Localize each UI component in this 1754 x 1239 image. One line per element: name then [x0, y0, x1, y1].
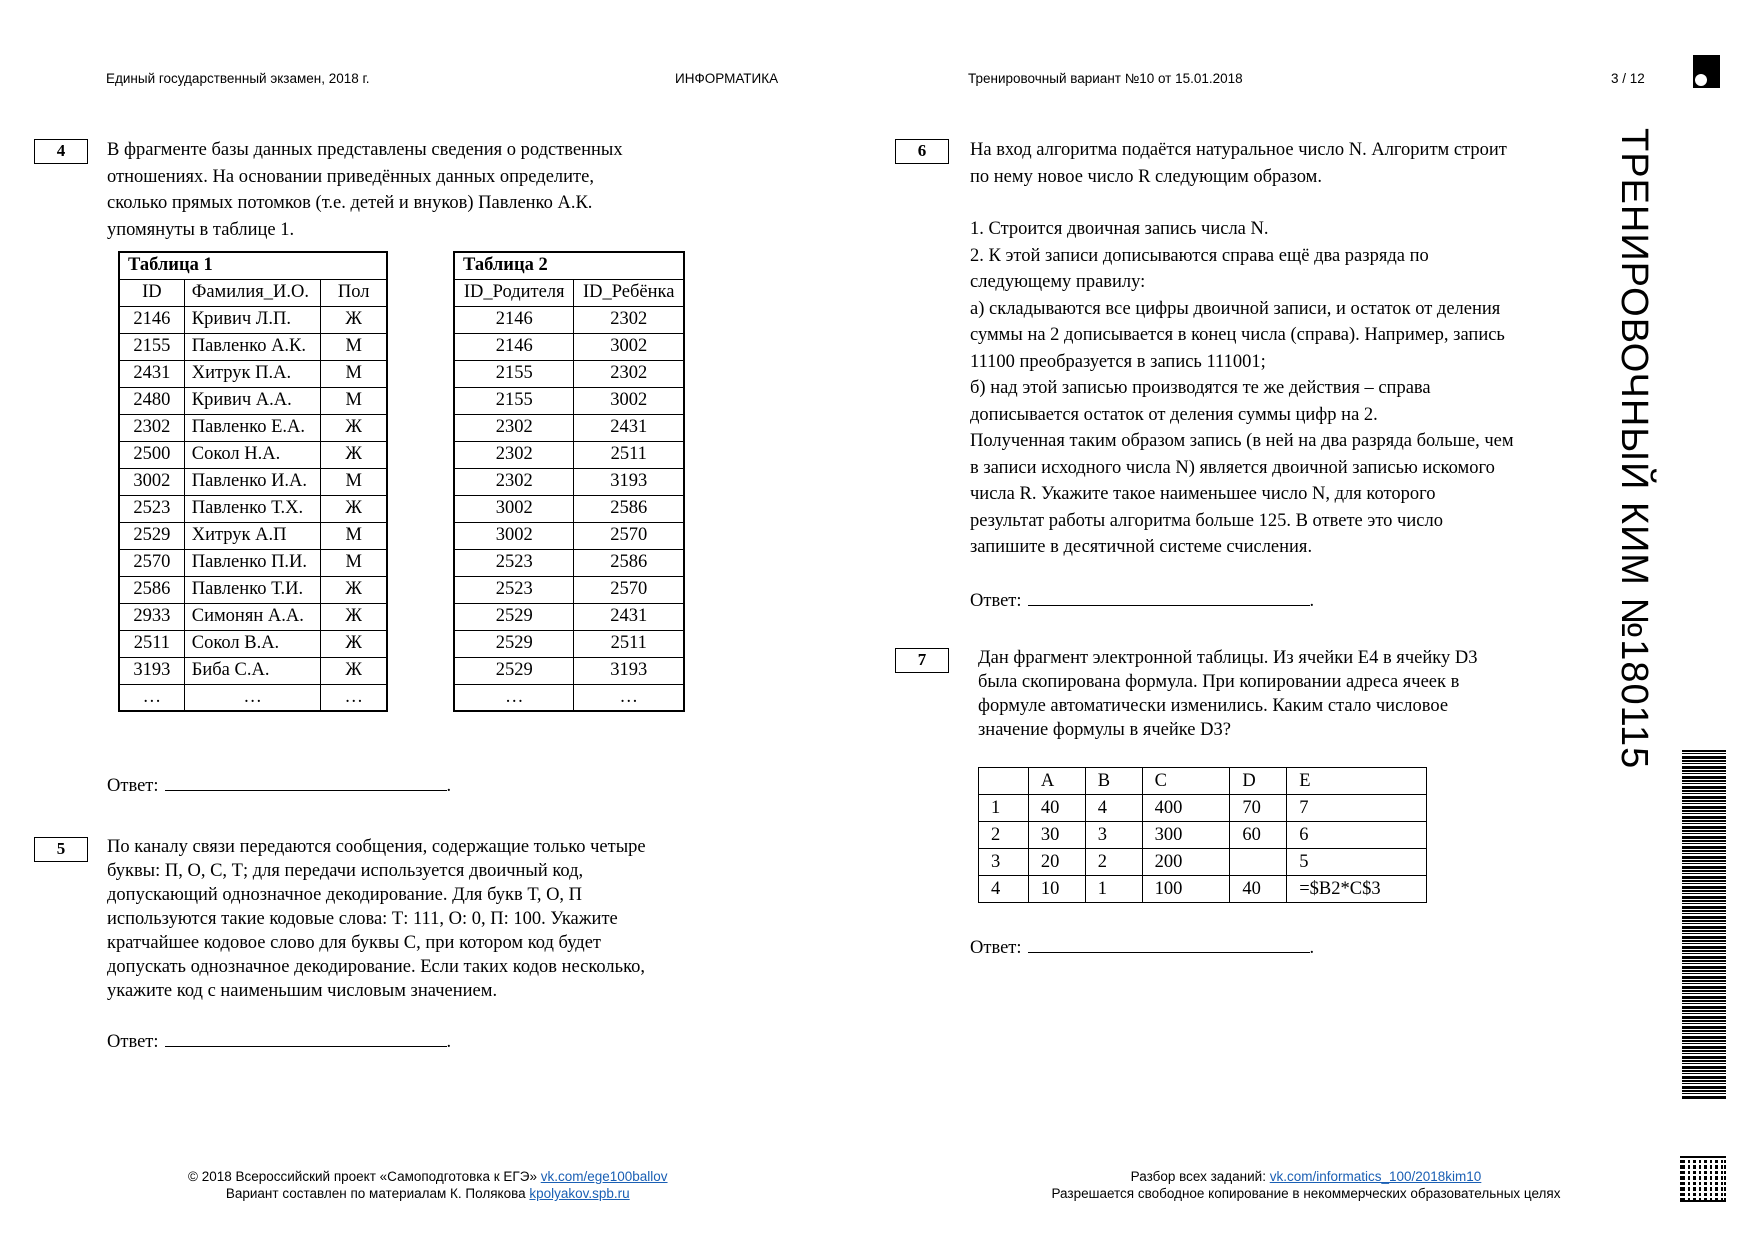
- table2-cell-parent: 2302: [454, 414, 574, 441]
- task7-answer: Ответ: .: [970, 934, 1314, 959]
- table1-row: [119, 495, 387, 522]
- barcode-icon: [1682, 750, 1726, 1100]
- footer-polyakov-link[interactable]: kpolyakov.spb.ru: [529, 1186, 630, 1201]
- table2-cell-child: 2511: [574, 630, 684, 657]
- table2-cell-parent: 2529: [454, 603, 574, 630]
- table2-cell-parent: 2302: [454, 468, 574, 495]
- sheet-row: [979, 795, 1427, 822]
- sheet-cell: 400: [1142, 795, 1230, 822]
- table2-row: [454, 468, 684, 495]
- sheet-cell: 40: [1230, 876, 1287, 903]
- table1-row: [119, 630, 387, 657]
- table2-cell-child: 2570: [574, 522, 684, 549]
- table1-cell-sex: Ж: [321, 414, 387, 441]
- sheet-row-header: 3: [979, 849, 1029, 876]
- footer-copyright: © 2018 Всероссийский проект «Самоподготовка к ЕГЭ»: [188, 1169, 541, 1184]
- table2-cell-child: 3002: [574, 333, 684, 360]
- sheet-column-header: D: [1230, 768, 1287, 795]
- table2-cell-child: …: [574, 684, 684, 711]
- task-number-5: 5: [34, 837, 88, 862]
- table1-header-name: Фамилия_И.О.: [184, 279, 321, 306]
- task7-text-line: значение формулы в ячейке D3?: [978, 720, 1231, 740]
- table1-cell-id: 2570: [119, 549, 184, 576]
- task6-intro-line: по нему новое число R следующим образом.: [970, 166, 1322, 187]
- table2-cell-parent: 3002: [454, 495, 574, 522]
- footer-license: Разрешается свободное копирование в некоммерческих образовательных целях: [1051, 1186, 1561, 1201]
- task5-text-line: кратчайшее кодовое слово для буквы С, при котором код будет: [107, 933, 601, 953]
- table1-cell-sex: Ж: [321, 441, 387, 468]
- table1-cell-name: Сокол Н.А.: [184, 441, 321, 468]
- task7-text-line: формуле автоматически изменились. Каким стало числовое: [978, 696, 1449, 716]
- task4-text-line: упомянуты в таблице 1.: [107, 219, 295, 240]
- table2-cell-child: 2302: [574, 306, 684, 333]
- table1-cell-sex: Ж: [321, 495, 387, 522]
- table2-cell-parent: …: [454, 684, 574, 711]
- table1-cell-name: Павленко Т.Х.: [184, 495, 321, 522]
- table2-cell-child: 2302: [574, 360, 684, 387]
- table1-cell-name: Сокол В.А.: [184, 630, 321, 657]
- table2-cell-child: 2570: [574, 576, 684, 603]
- sheet-cell: 1: [1085, 876, 1142, 903]
- table1-row: [119, 468, 387, 495]
- task5-text-line: допускающий однозначное декодирование. Для букв Т, О, П: [107, 885, 583, 905]
- table1-caption: Таблица 1: [119, 252, 387, 279]
- task6-steps: [970, 216, 1514, 561]
- task7-text: [978, 646, 1477, 742]
- task6-answer-field[interactable]: [1028, 587, 1310, 606]
- table2-caption: Таблица 2: [454, 252, 684, 279]
- task4-answer-label: Ответ:: [107, 776, 159, 796]
- table1-cell-sex: Ж: [321, 630, 387, 657]
- task6-step-line: 2. К этой записи дописываются справа ещё два разряда по: [970, 245, 1429, 266]
- table1-cell-name: Павленко Е.А.: [184, 414, 321, 441]
- task6-step-line: суммы на 2 дописывается в конец числа (справа). Например, запись: [970, 325, 1505, 345]
- table2-row: [454, 684, 684, 711]
- task6-step-line: Полученная таким образом запись (в ней на два разряда больше, чем: [970, 431, 1514, 451]
- table1-row: [119, 684, 387, 711]
- table1-row: [119, 306, 387, 333]
- sheet-cell: [1230, 849, 1287, 876]
- task-number-4: 4: [34, 139, 88, 164]
- table1-cell-id: 2586: [119, 576, 184, 603]
- sheet-row: [979, 849, 1427, 876]
- table2-row: [454, 657, 684, 684]
- table1-cell-id: 2511: [119, 630, 184, 657]
- table1-row: [119, 414, 387, 441]
- table1-header-id: ID: [119, 279, 184, 306]
- sheet-row: [979, 822, 1427, 849]
- sheet-cell: 300: [1142, 822, 1230, 849]
- table2-row: [454, 576, 684, 603]
- sheet-cell: 60: [1230, 822, 1287, 849]
- table1-cell-sex: М: [321, 522, 387, 549]
- task6-step-line: дописывается остаток от деления суммы цифр на 2.: [970, 404, 1378, 425]
- table1-cell-id: 2431: [119, 360, 184, 387]
- sheet-column-header: [979, 768, 1029, 795]
- task4-text-line: отношениях. На основании приведённых данных определите,: [107, 166, 594, 187]
- table1-cell-sex: М: [321, 468, 387, 495]
- relatives-table-2: [453, 251, 685, 712]
- table2-cell-parent: 2529: [454, 657, 574, 684]
- sheet-cell: =$B2*C$3: [1287, 876, 1427, 903]
- header-variant: Тренировочный вариант №10 от 15.01.2018: [968, 71, 1243, 86]
- sheet-cell: 5: [1287, 849, 1427, 876]
- task4-text-line: В фрагменте базы данных представлены сведения о родственных: [107, 140, 623, 160]
- table1-row: [119, 576, 387, 603]
- table2-row: [454, 630, 684, 657]
- relatives-table-1: [118, 251, 388, 712]
- footer-solutions-link[interactable]: vk.com/informatics_100/2018kim10: [1269, 1169, 1482, 1184]
- table1-cell-name: Павленко И.А.: [184, 468, 321, 495]
- spreadsheet-fragment: [978, 767, 1427, 903]
- task6-step-line: числа R. Укажите такое наименьшее число N, для которого: [970, 484, 1436, 504]
- task4-answer-field[interactable]: [165, 772, 447, 791]
- table1-cell-name: Павленко Т.И.: [184, 576, 321, 603]
- table1-cell-id: 3193: [119, 657, 184, 684]
- task6-intro: [970, 137, 1507, 190]
- table1-row: [119, 360, 387, 387]
- task5-text-line: укажите код с наименьшим числовым значением.: [107, 981, 498, 1001]
- task7-answer-label: Ответ:: [970, 938, 1022, 958]
- table1-cell-id: 2529: [119, 522, 184, 549]
- task5-text: [107, 835, 646, 1003]
- table2-cell-parent: 2302: [454, 441, 574, 468]
- table2-row: [454, 414, 684, 441]
- task6-step-line: 1. Строится двоичная запись числа N.: [970, 219, 1269, 239]
- table2-cell-child: 2586: [574, 549, 684, 576]
- table1-cell-sex: М: [321, 387, 387, 414]
- footer-right: [1028, 1168, 1584, 1202]
- footer-left-line1: [188, 1168, 668, 1185]
- table1-cell-sex: Ж: [321, 306, 387, 333]
- table1-cell-id: 2155: [119, 333, 184, 360]
- task-number-6: 6: [895, 139, 949, 164]
- header-exam-title: Единый государственный экзамен, 2018 г.: [106, 71, 370, 86]
- table2-row: [454, 333, 684, 360]
- task7-answer-field[interactable]: [1028, 934, 1310, 953]
- task5-text-line: По каналу связи передаются сообщения, содержащие только четыре: [107, 837, 646, 857]
- sheet-cell: 6: [1287, 822, 1427, 849]
- sheet-column-header: C: [1142, 768, 1230, 795]
- table2-row: [454, 549, 684, 576]
- table1-cell-name: Хитрук А.П: [184, 522, 321, 549]
- table1-cell-sex: Ж: [321, 576, 387, 603]
- footer-vk-link[interactable]: vk.com/ege100ballov: [540, 1169, 668, 1184]
- qr-code-icon: [1680, 1156, 1726, 1202]
- sheet-cell: 3: [1085, 822, 1142, 849]
- table2-cell-child: 3193: [574, 657, 684, 684]
- table1-cell-name: Кривич Л.П.: [184, 306, 321, 333]
- header-page-number: 3 / 12: [1611, 71, 1645, 86]
- sheet-row: [979, 876, 1427, 903]
- table1-header-sex: Пол: [321, 279, 387, 306]
- task-number-7: 7: [895, 648, 949, 673]
- table1-cell-sex: …: [321, 684, 387, 711]
- sheet-column-header: B: [1085, 768, 1142, 795]
- task5-text-line: буквы: П, О, С, Т; для передачи используется двоичный код,: [107, 861, 584, 881]
- table2-row: [454, 603, 684, 630]
- task6-step-line: б) над этой записью производятся те же действия – справа: [970, 378, 1431, 398]
- table2-cell-parent: 2523: [454, 549, 574, 576]
- table1-cell-id: 2500: [119, 441, 184, 468]
- table1-cell-id: 2302: [119, 414, 184, 441]
- task5-answer: Ответ: .: [107, 1028, 451, 1053]
- table2-header-child: ID_Ребёнка: [574, 279, 684, 306]
- table1-row: [119, 522, 387, 549]
- table1-row: [119, 441, 387, 468]
- table1-row: [119, 657, 387, 684]
- table2-cell-parent: 2155: [454, 360, 574, 387]
- table1-cell-sex: М: [321, 360, 387, 387]
- sheet-row-header: 2: [979, 822, 1029, 849]
- task6-step-line: в записи исходного числа N) является двоичной записью искомого: [970, 457, 1495, 478]
- sheet-cell: 200: [1142, 849, 1230, 876]
- table2-cell-parent: 3002: [454, 522, 574, 549]
- table2-row: [454, 522, 684, 549]
- sheet-cell: 2: [1085, 849, 1142, 876]
- table1-cell-id: 2523: [119, 495, 184, 522]
- sheet-cell: 30: [1028, 822, 1085, 849]
- table1-row: [119, 387, 387, 414]
- task5-text-line: используются такие кодовые слова: Т: 111, О: 0, П: 100. Укажите: [107, 909, 618, 929]
- table1-cell-name: Кривич А.А.: [184, 387, 321, 414]
- table1-cell-sex: Ж: [321, 657, 387, 684]
- table2-cell-parent: 2146: [454, 306, 574, 333]
- sheet-cell: 10: [1028, 876, 1085, 903]
- task6-step-line: запишите в десятичной системе счисления.: [970, 537, 1313, 557]
- table2-row: [454, 441, 684, 468]
- table2-row: [454, 360, 684, 387]
- task5-answer-label: Ответ:: [107, 1032, 159, 1052]
- sheet-column-header: E: [1287, 768, 1427, 795]
- table1-cell-name: Хитрук П.А.: [184, 360, 321, 387]
- task6-step-line: результат работы алгоритма больше 125. В ответе это число: [970, 510, 1443, 531]
- sheet-cell: 40: [1028, 795, 1085, 822]
- table2-cell-parent: 2155: [454, 387, 574, 414]
- table2-row: [454, 387, 684, 414]
- table1-cell-name: Биба С.А.: [184, 657, 321, 684]
- table2-cell-child: 2511: [574, 441, 684, 468]
- table1-cell-sex: М: [321, 333, 387, 360]
- table1-cell-id: 3002: [119, 468, 184, 495]
- table1-row: [119, 549, 387, 576]
- task6-intro-line: На вход алгоритма подаётся натуральное число N. Алгоритм строит: [970, 140, 1507, 160]
- sheet-cell: 70: [1230, 795, 1287, 822]
- task4-text-line: сколько прямых потомков (т.е. детей и внуков) Павленко А.К.: [107, 193, 593, 213]
- task6-answer: Ответ: .: [970, 587, 1314, 612]
- task6-answer-label: Ответ:: [970, 591, 1022, 611]
- task6-step-line: 11100 преобразуется в запись 111001;: [970, 351, 1266, 372]
- table1-row: [119, 603, 387, 630]
- table1-cell-id: 2480: [119, 387, 184, 414]
- task6-step-line: следующему правилу:: [970, 272, 1146, 292]
- table1-cell-sex: М: [321, 549, 387, 576]
- footer-left-line2: [188, 1185, 668, 1202]
- table1-row: [119, 333, 387, 360]
- table2-header-parent: ID_Родителя: [454, 279, 574, 306]
- sheet-cell: 100: [1142, 876, 1230, 903]
- table1-cell-name: Павленко П.И.: [184, 549, 321, 576]
- table2-row: [454, 495, 684, 522]
- exam-logo-icon: [1693, 55, 1720, 88]
- table1-cell-id: …: [119, 684, 184, 711]
- sheet-cell: 7: [1287, 795, 1427, 822]
- table1-cell-name: Симонян А.А.: [184, 603, 321, 630]
- table1-cell-name: Павленко А.К.: [184, 333, 321, 360]
- sheet-cell: 4: [1085, 795, 1142, 822]
- table2-cell-child: 2586: [574, 495, 684, 522]
- table2-cell-child: 3193: [574, 468, 684, 495]
- table2-cell-parent: 2529: [454, 630, 574, 657]
- table2-cell-parent: 2146: [454, 333, 574, 360]
- sheet-column-header: A: [1028, 768, 1085, 795]
- table2-cell-child: 3002: [574, 387, 684, 414]
- task4-answer: Ответ: .: [107, 772, 451, 797]
- table2-cell-child: 2431: [574, 414, 684, 441]
- footer-left: [188, 1168, 668, 1202]
- task6-step-line: а) складываются все цифры двоичной записи, и остаток от деления: [970, 298, 1501, 319]
- table2-row: [454, 306, 684, 333]
- side-title: ТРЕНИРОВОЧНЫЙ КИМ №180115: [1613, 128, 1655, 770]
- task4-text: [107, 137, 623, 243]
- table1-cell-name: …: [184, 684, 321, 711]
- footer-solutions-label: Разбор всех заданий:: [1130, 1169, 1270, 1184]
- footer-credits: Вариант составлен по материалам К. Полякова: [225, 1186, 530, 1201]
- table1-cell-sex: Ж: [321, 603, 387, 630]
- footer-right-line1: [1028, 1168, 1584, 1185]
- table1-cell-id: 2933: [119, 603, 184, 630]
- table2-cell-child: 2431: [574, 603, 684, 630]
- table1-cell-id: 2146: [119, 306, 184, 333]
- sheet-row-header: 4: [979, 876, 1029, 903]
- task7-text-line: Дан фрагмент электронной таблицы. Из ячейки E4 в ячейку D3: [978, 648, 1478, 668]
- task5-text-line: допускать однозначное декодирование. Если таких кодов несколько,: [107, 957, 646, 977]
- task5-answer-field[interactable]: [165, 1028, 447, 1047]
- sheet-cell: 20: [1028, 849, 1085, 876]
- header-subject: ИНФОРМАТИКА: [675, 71, 779, 86]
- table2-cell-parent: 2523: [454, 576, 574, 603]
- sheet-row-header: 1: [979, 795, 1029, 822]
- task7-text-line: была скопирована формула. При копировании адреса ячеек в: [978, 672, 1460, 692]
